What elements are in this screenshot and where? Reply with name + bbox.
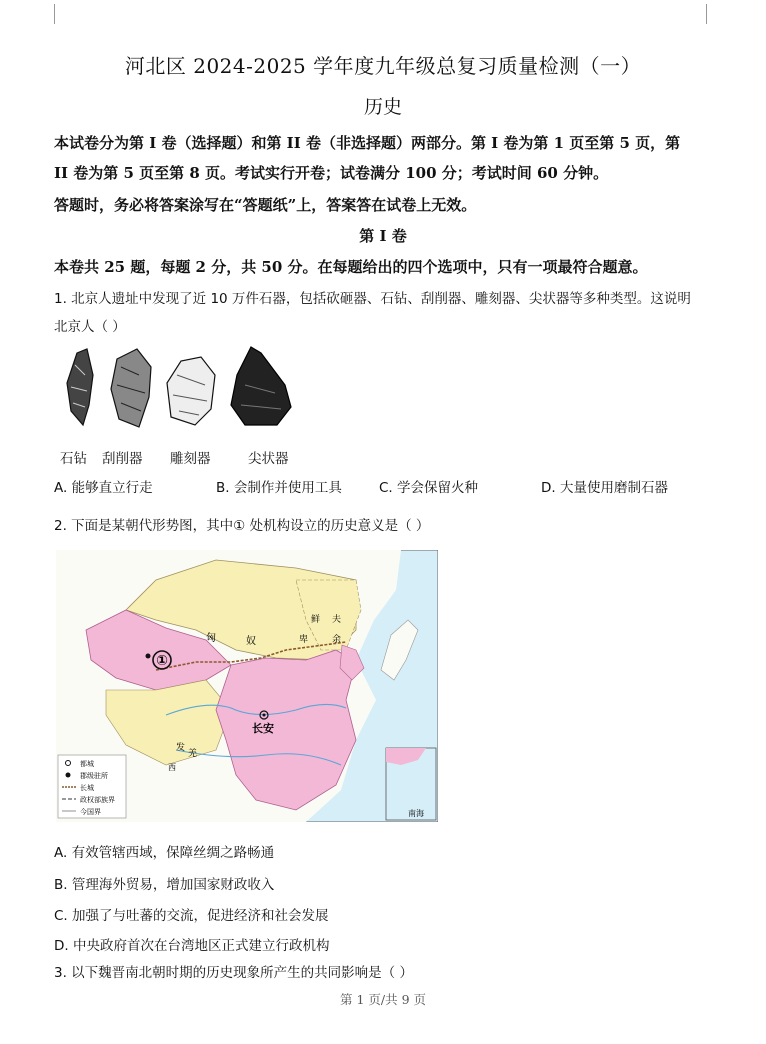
subject-title: 历史 [363, 96, 402, 118]
point-tool-image [231, 347, 291, 425]
q1-option-b[interactable]: B. 会制作并使用工具 [216, 480, 342, 496]
map-label-xiong: 匈 [206, 633, 216, 644]
q2-option-d[interactable]: D. 中央政府首次在台湾地区正式建立行政机构 [54, 938, 330, 954]
map-label-nu: 奴 [246, 636, 256, 647]
map-label-yu: 余 [332, 635, 342, 645]
legend-border: 政权部族界 [80, 796, 115, 804]
tool-label-point: 尖状器 [248, 451, 289, 467]
page-edge-left [54, 4, 55, 24]
q1-option-d[interactable]: D. 大量使用磨制石器 [541, 480, 668, 496]
scraper-image [111, 349, 151, 427]
intro-line-2: II 卷为第 5 页至第 8 页。考试实行开卷；试卷满分 100 分；考试时间 60 分钟。 [54, 164, 609, 182]
exam-title: 河北区 2024-2025 学年度九年级总复习质量检测（一） [124, 54, 642, 78]
tool-label-drill: 石钻 [60, 451, 87, 467]
q2-option-b[interactable]: B. 管理海外贸易，增加国家财政收入 [54, 877, 275, 893]
page-edge-right [706, 4, 707, 24]
burin-image [167, 357, 215, 425]
map-label-fa: 发 [176, 743, 186, 753]
map-label-xi: 西 [168, 763, 176, 772]
map-label-fu: 夫 [332, 615, 342, 625]
page-footer: 第 1 页/共 9 页 [339, 992, 426, 1007]
map-marker-1: ① [156, 653, 168, 669]
q1-stem-line-1: 1. 北京人遗址中发现了近 10 万件石器，包括砍砸器、石钻、刮削器、雕刻器、尖状器等多种类型。这说明 [54, 291, 691, 307]
map-label-bei: 卑 [299, 635, 309, 645]
stone-tools-figure [55, 345, 305, 430]
q1-stem-line-2: 北京人（ ） [54, 319, 126, 335]
legend-capital: 都城 [80, 760, 94, 768]
q2-stem: 2. 下面是某朝代形势图，其中① 处机构设立的历史意义是（ ） [54, 518, 430, 534]
q1-option-a[interactable]: A. 能够直立行走 [54, 480, 153, 496]
q2-option-c[interactable]: C. 加强了与吐蕃的交流，促进经济和社会发展 [54, 908, 329, 924]
historical-map [56, 550, 438, 822]
legend-commandery: 郡级驻所 [80, 772, 108, 780]
legend-modern-border: 今国界 [80, 808, 101, 816]
stone-drill-image [67, 349, 93, 425]
map-label-xian: 鲜 [311, 615, 321, 625]
intro-line-3: 答题时，务必将答案涂写在“答题纸”上，答案答在试卷上无效。 [54, 196, 477, 214]
q1-option-c[interactable]: C. 学会保留火种 [379, 480, 479, 496]
q2-option-a[interactable]: A. 有效管辖西域，保障丝绸之路畅通 [54, 845, 275, 861]
map-label-qiang: 羌 [188, 749, 198, 759]
map-legend [58, 755, 126, 818]
legend-great-wall: 长城 [80, 784, 94, 792]
south-sea-inset [386, 748, 436, 820]
tool-label-scraper: 刮削器 [102, 451, 143, 467]
inset-label: 南海 [408, 809, 424, 818]
q3-stem: 3. 以下魏晋南北朝时期的历史现象所产生的共同影响是（ ） [54, 965, 413, 981]
section-instruction: 本卷共 25 题，每题 2 分，共 50 分。在每题给出的四个选项中，只有一项最符合题意。 [54, 258, 648, 276]
map-capital-label: 长安 [252, 722, 274, 735]
intro-line-1: 本试卷分为第 I 卷（选择题）和第 II 卷（非选择题）两部分。第 I 卷为第 1 页至第 5 页，第 [54, 134, 681, 152]
section-title: 第 I 卷 [359, 227, 407, 245]
tool-label-burin: 雕刻器 [170, 451, 211, 467]
